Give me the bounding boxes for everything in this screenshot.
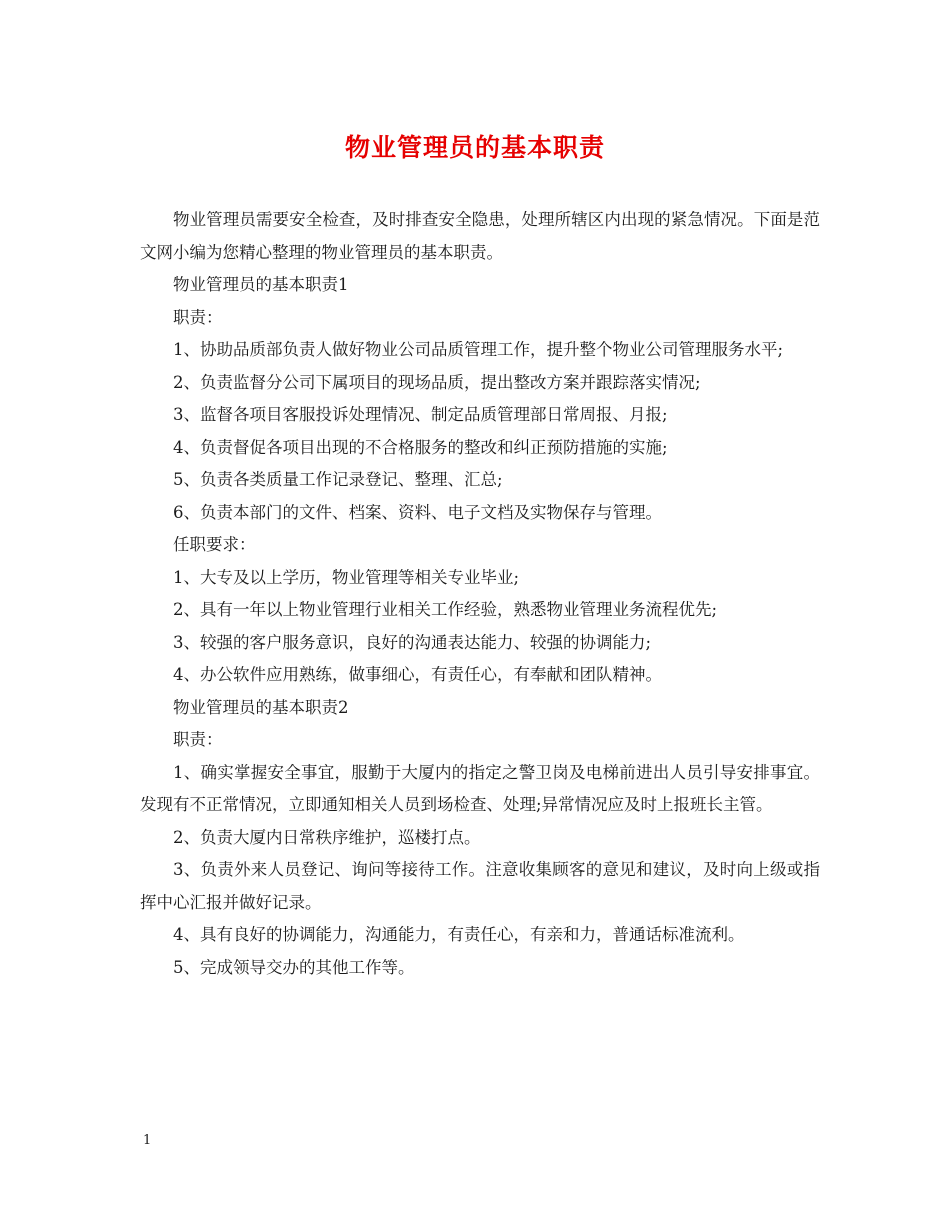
page-number: 1 <box>143 1133 152 1148</box>
list-item: 4、具有良好的协调能力，沟通能力，有责任心，有亲和力，普通话标准流利。 <box>173 925 745 944</box>
intro-paragraph: 物业管理员需要安全检查，及时排查安全隐患，处理所辖区内出现的紧急情况。下面是范文网小编为您精心整理的物业管理员的基本职责。 <box>140 210 820 262</box>
document-body <box>140 204 820 984</box>
duties-label: 职责： <box>173 730 223 749</box>
list-item: 4、负责督促各项目出现的不合格服务的整改和纠正预防措施的实施; <box>173 437 668 457</box>
list-item: 3、监督各项目客服投诉处理情况、制定品质管理部日常周报、月报; <box>173 405 668 424</box>
section-heading-2: 物业管理员的基本职责2 <box>173 697 349 717</box>
list-item: 3、负责外来人员登记、询问等接待工作。注意收集顾客的意见和建议，及时向上级或指挥中心汇报并做好记录。 <box>140 860 820 912</box>
list-item: 2、负责大厦内日常秩序维护，巡楼打点。 <box>173 827 481 847</box>
list-item: 2、具有一年以上物业管理行业相关工作经验，熟悉物业管理业务流程优先; <box>173 600 718 619</box>
document-title: 物业管理员的基本职责 <box>344 133 605 162</box>
requirements-label: 任职要求： <box>173 535 256 554</box>
list-item: 6、负责本部门的文件、档案、资料、电子文档及实物保存与管理。 <box>173 502 662 522</box>
list-item: 1、大专及以上学历，物业管理等相关专业毕业; <box>173 567 520 587</box>
list-item: 4、办公软件应用熟练，做事细心，有责任心，有奉献和团队精神。 <box>173 665 662 684</box>
list-item: 5、完成领导交办的其他工作等。 <box>173 957 415 977</box>
list-item: 5、负责各类质量工作记录登记、整理、汇总; <box>173 470 503 489</box>
list-item: 1、确实掌握安全事宜，服勤于大厦内的指定之警卫岗及电梯前进出人员引导安排事宜。发现有不正常情况，立即通知相关人员到场检查、处理;异常情况应及时上报班长主管。 <box>140 762 820 814</box>
list-item: 3、较强的客户服务意识，良好的沟通表达能力、较强的协调能力; <box>173 632 652 652</box>
duties-label: 职责： <box>173 307 223 327</box>
list-item: 1、协助品质部负责人做好物业公司品质管理工作，提升整个物业公司管理服务水平; <box>173 340 784 359</box>
list-item: 2、负责监督分公司下属项目的现场品质，提出整改方案并跟踪落实情况; <box>173 372 701 392</box>
section-heading-1: 物业管理员的基本职责1 <box>173 275 349 294</box>
